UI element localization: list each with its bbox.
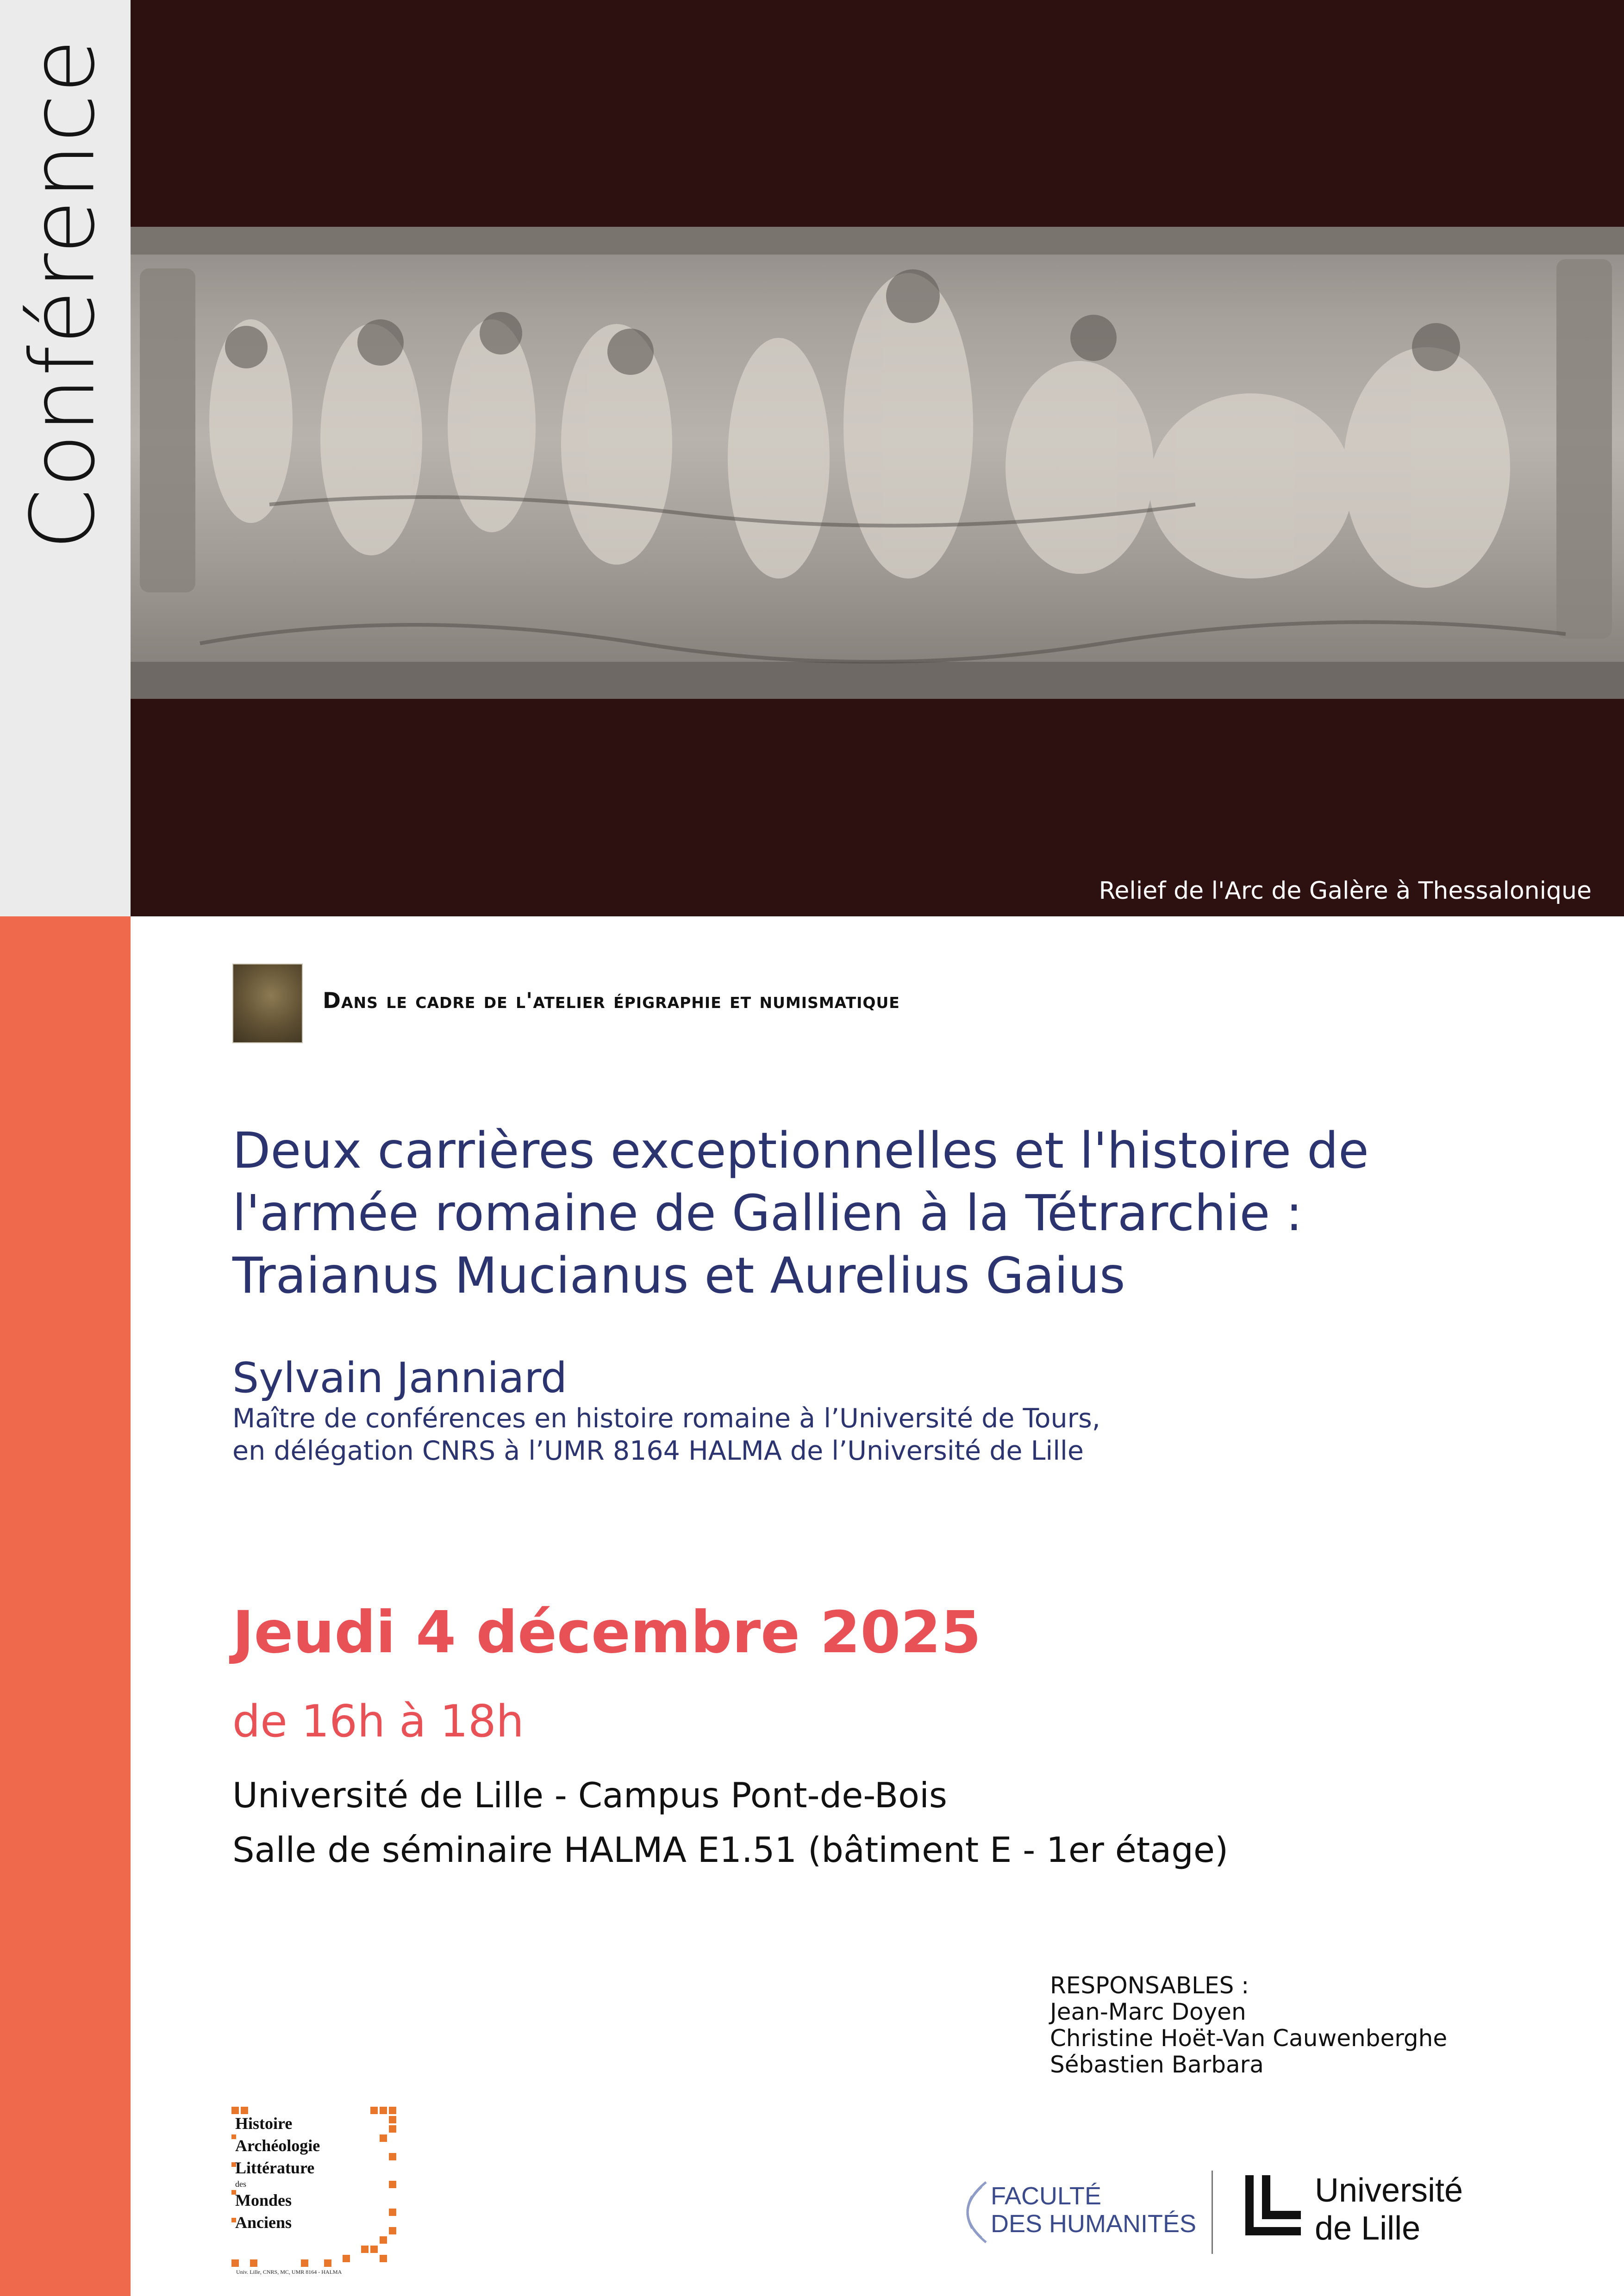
image-caption: Relief de l'Arc de Galère à Thessalonique — [1099, 877, 1592, 905]
affiliation-line: en délégation CNRS à l’UMR 8164 HALMA de l’Université de Lille — [232, 1436, 1084, 1466]
faculte-logo — [940, 2178, 1199, 2256]
faculte-line: DES HUMANITÉS — [991, 2210, 1197, 2238]
halma-line: Histoire — [235, 2114, 293, 2133]
affiliation-line: Maître de conférences en histoire romaine à l’Université de Tours, — [232, 1403, 1100, 1434]
atelier-label: Dans le cadre de l'atelier épigraphie et numismatique — [323, 988, 900, 1014]
sidebar-title-wrapper — [0, 0, 131, 916]
responsable-name: Sébastien Barbara — [1050, 2051, 1264, 2078]
relief-photo — [131, 227, 1624, 699]
relief-illustration — [131, 227, 1624, 699]
universite-ll-icon — [1241, 2171, 1305, 2240]
venue-line: Salle de séminaire HALMA E1.51 (bâtiment E - 1er étage) — [232, 1829, 1229, 1870]
halma-footer: Univ. Lille, CNRS, MC, UMR 8164 - HALMA — [236, 2269, 342, 2275]
event-date: Jeudi 4 décembre 2025 — [232, 1599, 981, 1666]
faculte-arc-icon — [940, 2178, 991, 2247]
responsable-name: Jean-Marc Doyen — [1050, 1998, 1246, 2025]
talk-title — [232, 1120, 1575, 1307]
logo-divider — [1212, 2171, 1213, 2254]
universite-lille-logo — [1241, 2171, 1500, 2259]
talk-title-line: l'armée romaine de Gallien à la Tétrarchie : — [232, 1185, 1303, 1242]
responsables-heading: RESPONSABLES : — [1050, 1972, 1249, 1999]
event-time: de 16h à 18h — [232, 1696, 524, 1747]
event-venue — [232, 1768, 1228, 1877]
talk-title-line: Traianus Mucianus et Aurelius Gaius — [232, 1247, 1125, 1305]
speaker-name: Sylvain Janniard — [232, 1354, 567, 1402]
coin-portrait-icon — [232, 964, 303, 1043]
halma-wordmark — [235, 2112, 320, 2234]
speaker-affiliation — [232, 1402, 1575, 1467]
halma-logo — [231, 2107, 404, 2279]
halma-line: des — [235, 2179, 246, 2189]
venue-line: Université de Lille - Campus Pont-de-Bois — [232, 1775, 947, 1816]
responsable-name: Christine Hoët-Van Cauwenberghe — [1050, 2025, 1448, 2052]
universite-line: Université — [1315, 2172, 1463, 2209]
conference-title: Conférence — [12, 38, 114, 550]
talk-title-line: Deux carrières exceptionnelles et l'histoire de — [232, 1122, 1369, 1180]
halma-line: Anciens — [235, 2213, 292, 2232]
universite-line: de Lille — [1315, 2210, 1421, 2247]
sidebar-orange-panel — [0, 916, 131, 2296]
halma-line: Littérature — [235, 2159, 315, 2177]
faculte-line: FACULTÉ — [991, 2182, 1102, 2210]
responsables-block — [1050, 1972, 1447, 2078]
halma-line: Mondes — [235, 2191, 292, 2209]
halma-line: Archéologie — [235, 2136, 320, 2155]
